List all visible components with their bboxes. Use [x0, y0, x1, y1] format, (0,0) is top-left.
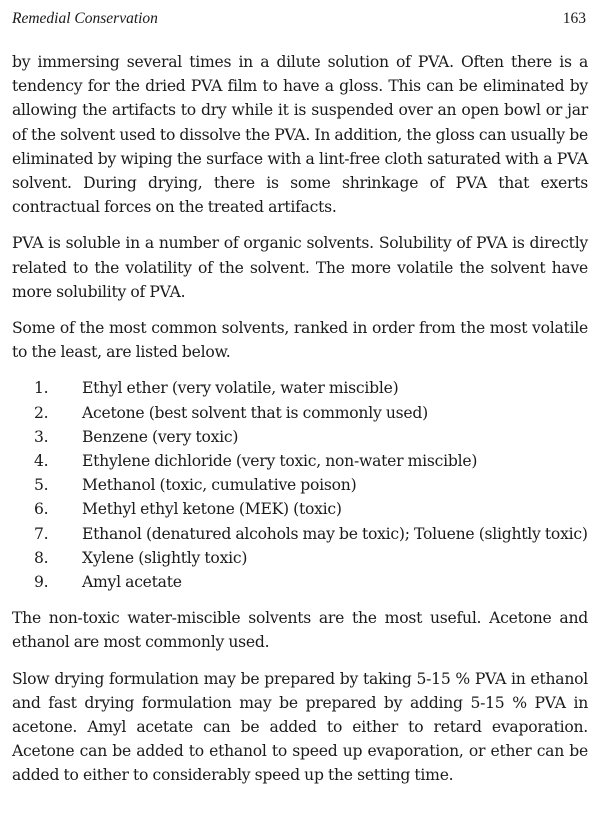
paragraph-most-useful: The non-toxic water-miscible solvents are the most useful. Acetone and ethanol are most commonly used.	[12, 609, 588, 652]
running-head: Remedial Conservation	[12, 10, 158, 27]
list-item-number: 4.	[34, 452, 49, 471]
list-item-number: 3.	[34, 427, 49, 446]
paragraph-pva-solubility: PVA is soluble in a number of organic solvents. Solubility of PVA is directly related to the volatility of the solvent. The more volatile the solvent have more solubility of PVA.	[12, 234, 588, 301]
list-item	[12, 376, 588, 400]
list-item	[12, 546, 588, 570]
list-item-number: 5.	[34, 476, 49, 495]
list-item-text: Ethyl ether (very volatile, water miscible)	[82, 379, 399, 398]
page-number: 163	[562, 10, 586, 27]
list-item	[12, 425, 588, 449]
list-item-text: Benzene (very toxic)	[82, 427, 239, 446]
paragraph-solvents-intro: Some of the most common solvents, ranked in order from the most volatile to the least, are listed below.	[12, 319, 588, 362]
list-item-number: 9.	[34, 573, 49, 592]
list-item-number: 8.	[34, 548, 49, 567]
list-item-text: Methyl ethyl ketone (MEK) (toxic)	[82, 500, 342, 519]
list-item	[12, 473, 588, 497]
list-item	[12, 497, 588, 521]
list-item-number: 6.	[34, 500, 49, 519]
page-header	[12, 10, 588, 36]
list-item-text: Xylene (slightly toxic)	[82, 548, 248, 567]
list-item-number: 7.	[34, 524, 49, 543]
list-item	[12, 401, 588, 425]
paragraph-pva-gloss: by immersing several times in a dilute solution of PVA. Often there is a tendency for the dried PVA film to have a gloss. This can be eliminated by allowing the artifacts to dry while it is suspended over an open bowl or jar of the solvent used to dissolve the PVA. In addition, the gloss can usually be eliminated by wiping the surface with a lint-free cloth saturated with a PVA solvent. During drying, there is some shrinkage of PVA that exerts contractual forces on the treated artifacts.	[12, 53, 588, 217]
solvent-list	[12, 376, 588, 594]
list-item-number: 1.	[34, 379, 49, 398]
book-page	[12, 10, 588, 800]
list-item-text: Ethanol (denatured alcohols may be toxic); Toluene (slightly toxic)	[82, 524, 588, 543]
list-item	[12, 449, 588, 473]
list-item-text: Ethylene dichloride (very toxic, non-water miscible)	[82, 452, 478, 471]
paragraph-formulations: Slow drying formulation may be prepared by taking 5-15 % PVA in ethanol and fast drying formulation may be prepared by adding 5-15 % PVA in acetone. Amyl acetate can be added to either to retard evaporation. Acetone can be added to ethanol to speed up evaporation, or ether can be added to either to considerably speed up the setting time.	[12, 669, 588, 785]
list-item-text: Acetone (best solvent that is commonly used)	[82, 403, 428, 422]
list-item-number: 2.	[34, 403, 49, 422]
list-item	[12, 570, 588, 594]
list-item	[12, 522, 588, 546]
list-item-text: Methanol (toxic, cumulative poison)	[82, 476, 357, 495]
list-item-text: Amyl acetate	[82, 573, 182, 592]
